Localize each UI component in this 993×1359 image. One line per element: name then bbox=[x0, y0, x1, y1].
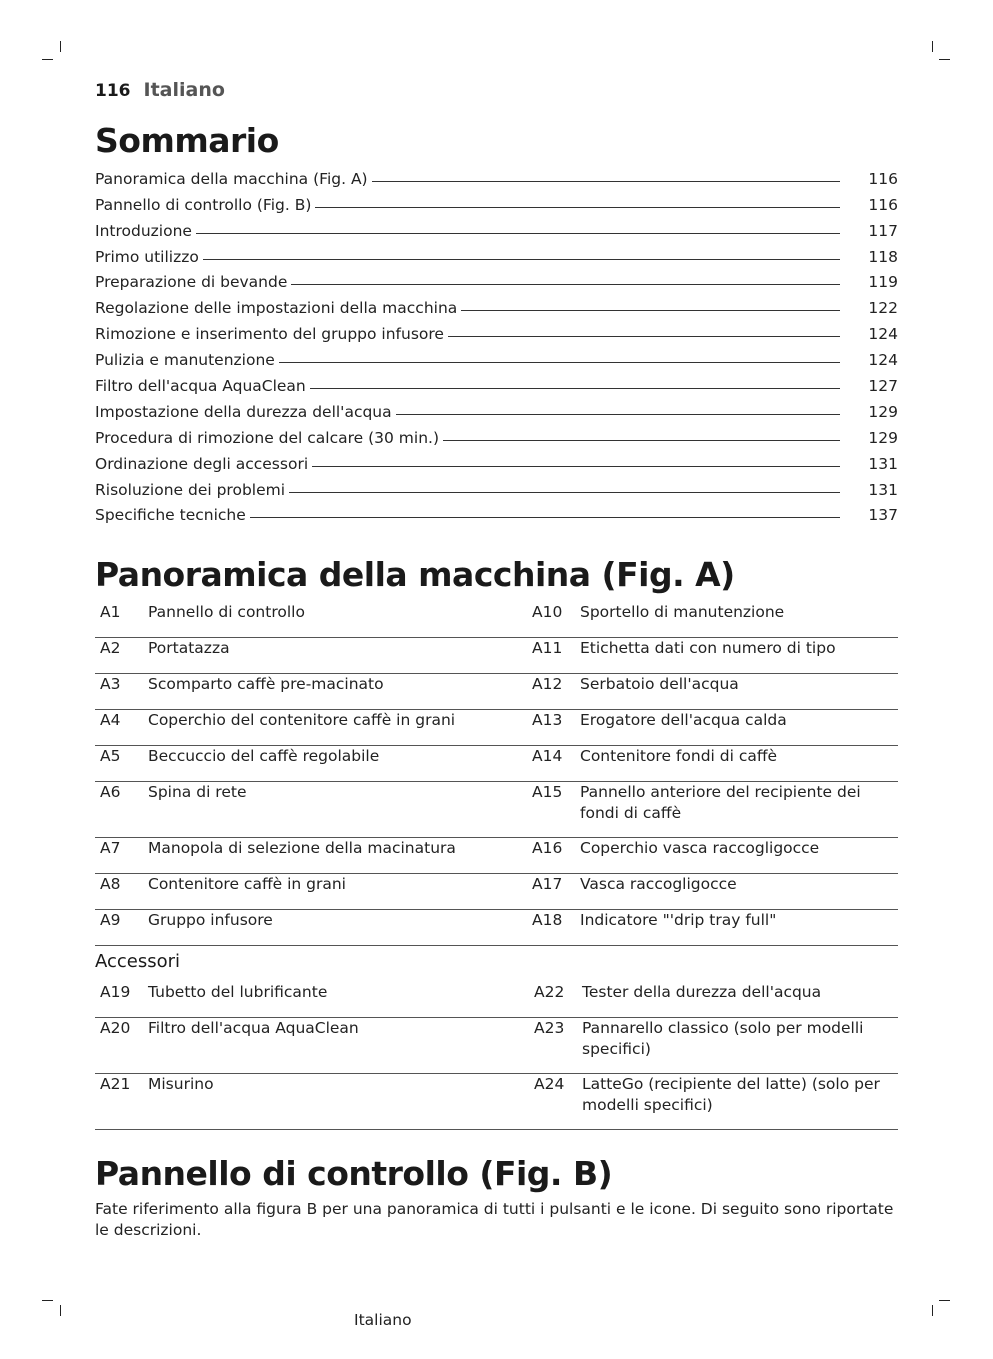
toc-entry-page: 118 bbox=[868, 247, 898, 266]
toc-leader-line bbox=[372, 181, 840, 182]
toc-entry[interactable] bbox=[95, 214, 898, 240]
toc-title: Sommario bbox=[95, 121, 279, 160]
part-code: A19 bbox=[100, 983, 131, 1001]
toc-entry-page: 124 bbox=[868, 351, 898, 370]
part-description: Pannello anteriore del recipiente dei fondi di caffè bbox=[580, 783, 861, 822]
part-description: Indicatore "'drip tray full" bbox=[580, 911, 777, 929]
part-description: Sportello di manutenzione bbox=[580, 603, 785, 621]
toc-entry-label: Ordinazione degli accessori bbox=[95, 454, 309, 473]
part-description: Pannarello classico (solo per modelli specifici) bbox=[582, 1019, 864, 1058]
overview-title: Panoramica della macchina (Fig. A) bbox=[95, 555, 735, 594]
accessories-table bbox=[95, 982, 898, 1130]
toc-entry[interactable] bbox=[95, 343, 898, 369]
toc-entry-label: Pannello di controllo (Fig. B) bbox=[95, 195, 312, 214]
toc-leader-line bbox=[443, 440, 840, 441]
table-row bbox=[95, 746, 898, 782]
part-description: Etichetta dati con numero di tipo bbox=[580, 639, 836, 657]
page-header bbox=[95, 79, 225, 101]
part-code: A8 bbox=[100, 875, 121, 893]
toc-entry-label: Impostazione della durezza dell'acqua bbox=[95, 402, 392, 421]
part-code: A22 bbox=[534, 983, 565, 1001]
part-description: Coperchio del contenitore caffè in grani bbox=[148, 711, 456, 729]
toc-entry[interactable] bbox=[95, 291, 898, 317]
page-number: 116 bbox=[95, 81, 131, 101]
part-code: A15 bbox=[532, 783, 563, 801]
toc-leader-line bbox=[315, 207, 840, 208]
table-row bbox=[95, 602, 898, 638]
toc-entry[interactable] bbox=[95, 421, 898, 447]
part-code: A7 bbox=[100, 839, 121, 857]
table-row bbox=[95, 874, 898, 910]
part-code: A24 bbox=[534, 1075, 565, 1093]
part-description: Contenitore fondi di caffè bbox=[580, 747, 778, 765]
control-panel-text: Fate riferimento alla figura B per una panoramica di tutti i pulsanti e le icone. Di seguito sono riportate le descrizioni. bbox=[95, 1200, 894, 1239]
part-code: A14 bbox=[532, 747, 563, 765]
part-code: A2 bbox=[100, 639, 121, 657]
part-code: A3 bbox=[100, 675, 121, 693]
toc-entry-page: 127 bbox=[868, 377, 898, 396]
toc-entry-label: Regolazione delle impostazioni della macchina bbox=[95, 299, 458, 318]
part-description: Spina di rete bbox=[148, 783, 247, 801]
part-description: Beccuccio del caffè regolabile bbox=[148, 747, 380, 765]
toc-entry[interactable] bbox=[95, 240, 898, 266]
table-row bbox=[95, 982, 898, 1018]
toc-leader-line bbox=[289, 492, 840, 493]
toc-entry[interactable] bbox=[95, 499, 898, 525]
toc-entry-page: 116 bbox=[868, 169, 898, 188]
toc-entry-page: 122 bbox=[868, 299, 898, 318]
part-description: LatteGo (recipiente del latte) (solo per modelli specifici) bbox=[582, 1075, 880, 1114]
part-description: Tester della durezza dell'acqua bbox=[582, 983, 822, 1001]
part-description: Gruppo infusore bbox=[148, 911, 273, 929]
toc-entry-page: 116 bbox=[868, 195, 898, 214]
part-code: A1 bbox=[100, 603, 121, 621]
part-description: Tubetto del lubrificante bbox=[148, 983, 328, 1001]
toc-entry-label: Primo utilizzo bbox=[95, 247, 199, 266]
crop-mark bbox=[939, 1300, 950, 1301]
part-description: Portatazza bbox=[148, 639, 230, 657]
part-code: A21 bbox=[100, 1075, 131, 1093]
crop-mark bbox=[60, 1305, 61, 1316]
toc-entry[interactable] bbox=[95, 369, 898, 395]
table-row bbox=[95, 838, 898, 874]
toc-entry-page: 119 bbox=[868, 273, 898, 292]
toc-leader-line bbox=[310, 388, 840, 389]
table-row bbox=[95, 1074, 898, 1130]
toc-leader-line bbox=[396, 414, 840, 415]
toc-entry[interactable] bbox=[95, 266, 898, 292]
part-code: A17 bbox=[532, 875, 563, 893]
toc-leader-line bbox=[203, 259, 840, 260]
toc-entry-label: Pulizia e manutenzione bbox=[95, 351, 275, 370]
toc-entry[interactable] bbox=[95, 447, 898, 473]
part-code: A5 bbox=[100, 747, 121, 765]
part-description: Scomparto caffè pre-macinato bbox=[148, 675, 384, 693]
toc-entry-label: Risoluzione dei problemi bbox=[95, 480, 286, 499]
toc-entry-page: 129 bbox=[868, 402, 898, 421]
toc-leader-line bbox=[279, 362, 840, 363]
crop-mark bbox=[42, 59, 53, 60]
part-code: A23 bbox=[534, 1019, 565, 1037]
table-row bbox=[95, 710, 898, 746]
toc-leader-line bbox=[312, 466, 840, 467]
crop-mark bbox=[60, 41, 61, 52]
part-description: Manopola di selezione della macinatura bbox=[148, 839, 456, 857]
toc-entry-page: 131 bbox=[868, 454, 898, 473]
crop-mark bbox=[932, 41, 933, 52]
overview-table bbox=[95, 602, 898, 946]
table-row bbox=[95, 782, 898, 838]
toc-entry-page: 129 bbox=[868, 428, 898, 447]
toc-leader-line bbox=[250, 517, 840, 518]
toc-entry[interactable] bbox=[95, 162, 898, 188]
toc-entry[interactable] bbox=[95, 317, 898, 343]
toc-entry-label: Filtro dell'acqua AquaClean bbox=[95, 377, 306, 396]
part-description: Misurino bbox=[148, 1075, 214, 1093]
part-code: A18 bbox=[532, 911, 563, 929]
toc-leader-line bbox=[461, 310, 840, 311]
part-description: Contenitore caffè in grani bbox=[148, 875, 346, 893]
table-row bbox=[95, 1018, 898, 1074]
toc-entry-label: Introduzione bbox=[95, 221, 192, 240]
toc-leader-line bbox=[448, 336, 840, 337]
header-language: Italiano bbox=[143, 79, 225, 101]
toc-entry-label: Rimozione e inserimento del gruppo infusore bbox=[95, 325, 444, 344]
part-description: Vasca raccogligocce bbox=[580, 875, 737, 893]
part-description: Erogatore dell'acqua calda bbox=[580, 711, 787, 729]
footer-language: Italiano bbox=[354, 1311, 412, 1329]
part-code: A4 bbox=[100, 711, 121, 729]
part-description: Pannello di controllo bbox=[148, 603, 305, 621]
part-code: A12 bbox=[532, 675, 563, 693]
toc-entry[interactable] bbox=[95, 395, 898, 421]
part-description: Coperchio vasca raccogligocce bbox=[580, 839, 820, 857]
table-row bbox=[95, 910, 898, 946]
table-row bbox=[95, 674, 898, 710]
part-code: A13 bbox=[532, 711, 563, 729]
part-description: Serbatoio dell'acqua bbox=[580, 675, 739, 693]
part-code: A11 bbox=[532, 639, 563, 657]
part-code: A9 bbox=[100, 911, 121, 929]
part-code: A10 bbox=[532, 603, 563, 621]
part-description: Filtro dell'acqua AquaClean bbox=[148, 1019, 359, 1037]
table-of-contents bbox=[95, 162, 898, 524]
toc-entry[interactable] bbox=[95, 473, 898, 499]
crop-mark bbox=[939, 59, 950, 60]
accessories-title: Accessori bbox=[95, 951, 181, 972]
control-panel-title: Pannello di controllo (Fig. B) bbox=[95, 1154, 613, 1193]
toc-entry-page: 131 bbox=[868, 480, 898, 499]
toc-leader-line bbox=[291, 284, 840, 285]
toc-entry-page: 137 bbox=[868, 506, 898, 525]
toc-leader-line bbox=[196, 233, 840, 234]
part-code: A16 bbox=[532, 839, 563, 857]
part-code: A6 bbox=[100, 783, 121, 801]
toc-entry-label: Procedura di rimozione del calcare (30 min.) bbox=[95, 428, 440, 447]
toc-entry-label: Panoramica della macchina (Fig. A) bbox=[95, 169, 368, 188]
toc-entry-page: 124 bbox=[868, 325, 898, 344]
crop-mark bbox=[42, 1300, 53, 1301]
toc-entry[interactable] bbox=[95, 188, 898, 214]
crop-mark bbox=[932, 1305, 933, 1316]
toc-entry-label: Specifiche tecniche bbox=[95, 506, 246, 525]
toc-entry-page: 117 bbox=[868, 221, 898, 240]
table-row bbox=[95, 638, 898, 674]
part-code: A20 bbox=[100, 1019, 131, 1037]
toc-entry-label: Preparazione di bevande bbox=[95, 273, 288, 292]
